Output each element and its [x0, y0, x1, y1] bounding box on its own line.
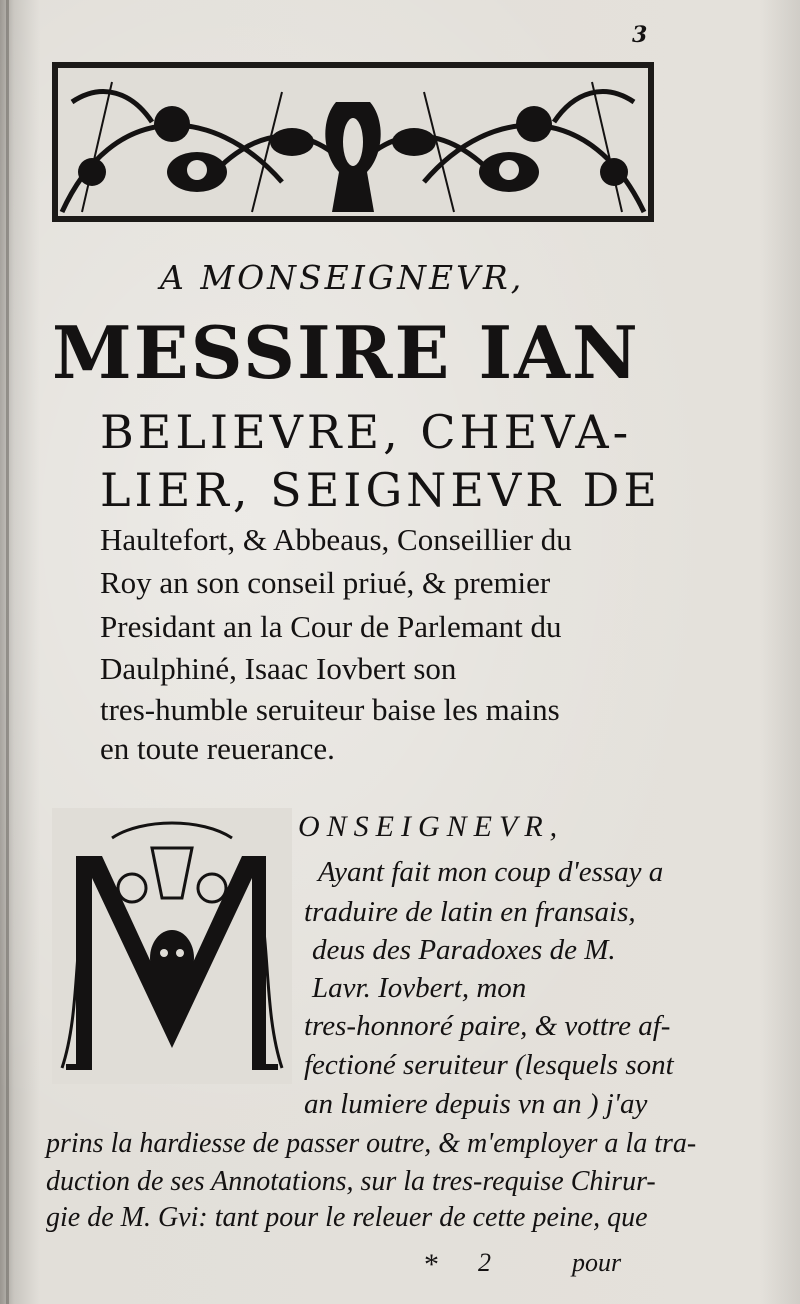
dedicatee-name-line-2: BELIEVRE, CHEVA-	[100, 405, 633, 459]
headpiece-ornament-icon	[52, 62, 654, 222]
gutter-edge	[6, 0, 9, 1304]
dedication-body-line: en toute reuerance.	[100, 731, 335, 766]
dedication-body-line: Daulphiné, Isaac Iovbert son	[100, 651, 457, 686]
catchword: pour	[572, 1248, 622, 1277]
letter-line: tres-honnoré paire, & vottre af-	[304, 1010, 671, 1042]
dedication-body-line: Presidant an la Cour de Parlemant du	[100, 609, 562, 644]
catch-mark: *	[424, 1248, 439, 1281]
dedicatee-name-line-3: LIER, SEIGNEVR DE	[100, 463, 661, 517]
dedication-body-line: Roy an son conseil priué, & premier	[100, 565, 551, 600]
dedication-body-line: tres-humble seruiteur baise les mains	[100, 692, 560, 727]
letter-line: gie de M. Gvi: tant pour le releuer de cette peine, que	[46, 1202, 648, 1233]
decorated-initial-m-icon	[52, 808, 292, 1084]
letter-line: an lumiere depuis vn an ) j'ay	[304, 1088, 648, 1120]
decorated-initial	[52, 808, 292, 1084]
letter-line: deus des Paradoxes de M.	[312, 934, 616, 966]
letter-line: prins la hardiesse de passer outre, & m'employer a la tra-	[46, 1128, 697, 1159]
dedication-address: A MONSEIGNEVR,	[160, 258, 525, 297]
letter-line: Ayant fait mon coup d'essay a	[318, 856, 664, 888]
folio-number: 3	[632, 22, 648, 48]
letter-line: fectioné seruiteur (lesquels sont	[304, 1049, 674, 1081]
signature-mark: 2	[478, 1248, 491, 1277]
letter-line: Lavr. Iovbert, mon	[312, 972, 527, 1004]
woodcut-headpiece	[52, 62, 654, 222]
letter-line: duction de ses Annotations, sur la tres-requise Chirur-	[46, 1166, 656, 1197]
dedication-body-line: Haultefort, & Abbeaus, Conseillier du	[100, 522, 572, 557]
salutation: ONSEIGNEVR,	[298, 810, 565, 843]
letter-line: traduire de latin en fransais,	[304, 896, 636, 928]
dedicatee-name-line-1: MESSIRE IAN	[52, 310, 640, 395]
